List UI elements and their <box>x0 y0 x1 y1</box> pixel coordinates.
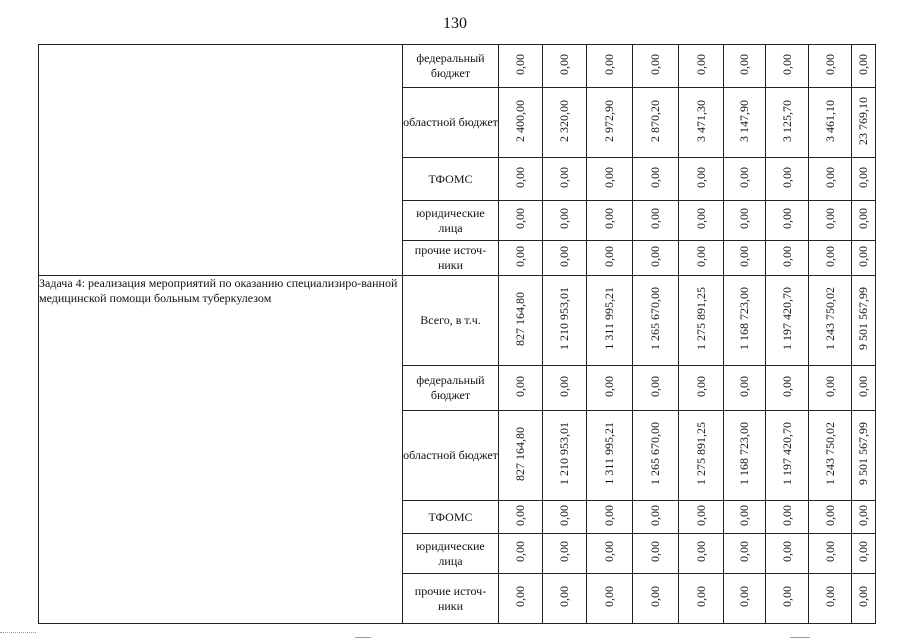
value-cell <box>724 241 766 276</box>
value-text: 1 311 995,21 <box>602 422 616 485</box>
value-cell <box>766 501 809 534</box>
value-text: 0,00 <box>557 53 571 75</box>
value-cell <box>633 366 679 411</box>
value-text: 1 243 750,02 <box>822 422 837 485</box>
value-text: 0,00 <box>822 166 837 188</box>
value-cell <box>633 574 679 624</box>
table-row <box>39 45 876 88</box>
value-text: 0,00 <box>602 586 616 607</box>
value-cell <box>543 276 587 366</box>
value-cell <box>766 574 809 624</box>
value-text: 1 275 891,25 <box>693 287 708 350</box>
value-cell <box>499 366 543 411</box>
value-text: 0,00 <box>602 504 616 526</box>
value-cell <box>499 201 543 241</box>
value-cell <box>633 88 679 158</box>
funding-source-cell: ТФОМС <box>403 158 499 201</box>
value-cell <box>587 88 633 158</box>
value-cell <box>543 411 587 501</box>
value-text: 0,00 <box>557 166 571 188</box>
value-cell <box>499 276 543 366</box>
value-cell <box>809 366 852 411</box>
value-text: 0,00 <box>557 504 571 526</box>
value-cell <box>633 411 679 501</box>
value-cell <box>587 158 633 201</box>
value-cell <box>724 158 766 201</box>
value-text: 23 769,10 <box>856 96 870 145</box>
value-cell <box>679 366 724 411</box>
funding-source-cell: юридические лица <box>403 201 499 241</box>
value-text: 0,00 <box>737 504 751 526</box>
value-text: 0,00 <box>856 166 870 188</box>
value-text: 0,00 <box>557 541 571 562</box>
value-cell <box>724 574 766 624</box>
value-cell <box>587 411 633 501</box>
value-cell <box>766 276 809 366</box>
value-text: 0,00 <box>693 586 708 607</box>
value-cell <box>587 201 633 241</box>
page-number: 130 <box>443 15 467 32</box>
value-cell <box>679 534 724 574</box>
value-cell <box>679 45 724 88</box>
value-text: 0,00 <box>822 245 837 267</box>
value-cell <box>852 276 876 366</box>
value-cell <box>499 411 543 501</box>
value-text: 1 243 750,02 <box>822 287 837 350</box>
value-text: 0,00 <box>513 166 527 188</box>
value-cell <box>499 534 543 574</box>
value-text: 0,00 <box>737 208 751 229</box>
value-text: 0,00 <box>648 504 662 526</box>
value-cell <box>809 241 852 276</box>
value-text: 1 311 995,21 <box>602 287 616 350</box>
value-text: 0,00 <box>779 504 794 526</box>
value-cell <box>852 88 876 158</box>
task-cell: Задача 4: реализация мероприятий по оказанию специализиро-ванной медицинской помощи больным туберкулезом <box>39 276 403 624</box>
value-cell <box>679 574 724 624</box>
value-cell <box>724 411 766 501</box>
value-cell <box>587 241 633 276</box>
value-cell <box>766 534 809 574</box>
value-cell <box>766 366 809 411</box>
value-cell <box>679 241 724 276</box>
value-text: 0,00 <box>737 375 751 397</box>
value-text: 827 164,80 <box>513 291 527 346</box>
budget-table <box>38 44 876 624</box>
value-cell <box>499 45 543 88</box>
value-text: 0,00 <box>648 53 662 75</box>
value-cell <box>852 534 876 574</box>
value-text: 2 400,00 <box>513 99 527 142</box>
value-text: 0,00 <box>779 208 794 229</box>
value-cell <box>543 534 587 574</box>
value-text: 0,00 <box>737 586 751 607</box>
value-text: 3 147,90 <box>737 99 751 142</box>
value-cell <box>766 201 809 241</box>
value-cell <box>809 534 852 574</box>
value-cell <box>679 158 724 201</box>
value-cell <box>499 88 543 158</box>
funding-source-cell: юридические лица <box>403 534 499 574</box>
value-cell <box>543 45 587 88</box>
value-cell <box>724 534 766 574</box>
value-cell <box>633 241 679 276</box>
value-cell <box>852 241 876 276</box>
value-cell <box>587 534 633 574</box>
value-cell <box>679 201 724 241</box>
value-text: 0,00 <box>856 53 870 75</box>
value-cell <box>724 501 766 534</box>
value-text: 0,00 <box>779 586 794 607</box>
value-text: 0,00 <box>856 586 870 607</box>
value-cell <box>587 501 633 534</box>
value-cell <box>543 158 587 201</box>
funding-source-cell: областной бюджет <box>403 88 499 158</box>
value-text: 0,00 <box>693 208 708 229</box>
value-text: 0,00 <box>602 166 616 188</box>
value-text: 0,00 <box>557 375 571 397</box>
value-cell <box>543 201 587 241</box>
value-cell <box>679 501 724 534</box>
value-cell <box>587 366 633 411</box>
value-cell <box>587 276 633 366</box>
value-text: 0,00 <box>693 245 708 267</box>
value-cell <box>852 574 876 624</box>
value-text: 0,00 <box>648 375 662 397</box>
funding-source-cell: прочие источ-ники <box>403 241 499 276</box>
value-cell <box>766 45 809 88</box>
value-text: 0,00 <box>779 541 794 562</box>
value-text: 0,00 <box>513 53 527 75</box>
value-text: 0,00 <box>737 166 751 188</box>
task-cell <box>39 45 403 276</box>
value-text: 1 197 420,70 <box>779 287 794 350</box>
value-text: 0,00 <box>779 166 794 188</box>
value-cell <box>766 411 809 501</box>
value-text: 827 164,80 <box>513 426 527 481</box>
scan-artifact <box>790 637 810 638</box>
value-cell <box>852 501 876 534</box>
value-cell <box>499 158 543 201</box>
value-cell <box>809 574 852 624</box>
value-text: 0,00 <box>822 208 837 229</box>
funding-source-cell: федеральный бюджет <box>403 366 499 411</box>
value-text: 0,00 <box>822 541 837 562</box>
value-text: 0,00 <box>557 208 571 229</box>
value-cell <box>633 45 679 88</box>
value-text: 3 471,30 <box>693 99 708 142</box>
value-cell <box>543 501 587 534</box>
value-text: 0,00 <box>822 53 837 75</box>
value-cell <box>809 88 852 158</box>
value-text: 1 275 891,25 <box>693 422 708 485</box>
value-text: 0,00 <box>602 541 616 562</box>
value-text: 0,00 <box>513 504 527 526</box>
value-cell <box>852 411 876 501</box>
value-text: 0,00 <box>779 375 794 397</box>
value-text: 0,00 <box>513 586 527 607</box>
value-cell <box>543 366 587 411</box>
value-text: 0,00 <box>822 504 837 526</box>
value-text: 0,00 <box>693 375 708 397</box>
value-cell <box>679 88 724 158</box>
value-text: 1 265 670,00 <box>648 422 662 485</box>
value-cell <box>679 411 724 501</box>
value-cell <box>633 276 679 366</box>
funding-source-cell: ТФОМС <box>403 501 499 534</box>
value-text: 0,00 <box>648 586 662 607</box>
value-text: 0,00 <box>513 541 527 562</box>
value-cell <box>633 501 679 534</box>
value-text: 0,00 <box>602 245 616 267</box>
value-cell <box>724 45 766 88</box>
value-cell <box>809 501 852 534</box>
value-cell <box>852 45 876 88</box>
value-cell <box>587 45 633 88</box>
value-text: 9 501 567,99 <box>856 422 870 485</box>
value-text: 0,00 <box>856 208 870 229</box>
value-cell <box>766 241 809 276</box>
value-text: 0,00 <box>737 541 751 562</box>
scan-artifact <box>0 632 36 633</box>
value-text: 0,00 <box>737 245 751 267</box>
value-text: 0,00 <box>856 245 870 267</box>
value-text: 0,00 <box>693 541 708 562</box>
value-cell <box>852 201 876 241</box>
value-text: 0,00 <box>856 504 870 526</box>
value-text: 0,00 <box>513 208 527 229</box>
value-text: 0,00 <box>779 245 794 267</box>
funding-source-cell: прочие источ-ники <box>403 574 499 624</box>
value-text: 0,00 <box>737 53 751 75</box>
value-cell <box>499 574 543 624</box>
value-text: 0,00 <box>822 375 837 397</box>
value-text: 2 870,20 <box>648 99 662 142</box>
value-cell <box>809 276 852 366</box>
value-cell <box>499 501 543 534</box>
value-text: 0,00 <box>856 375 870 397</box>
value-cell <box>809 201 852 241</box>
funding-source-cell: областной бюджет <box>403 411 499 501</box>
value-cell <box>809 45 852 88</box>
value-text: 0,00 <box>693 53 708 75</box>
value-text: 9 501 567,99 <box>856 287 870 350</box>
value-text: 0,00 <box>693 504 708 526</box>
value-cell <box>543 241 587 276</box>
value-cell <box>809 158 852 201</box>
value-cell <box>499 241 543 276</box>
value-cell <box>724 366 766 411</box>
value-text: 3 461,10 <box>822 99 837 142</box>
value-text: 0,00 <box>602 375 616 397</box>
value-cell <box>633 158 679 201</box>
value-text: 1 210 953,01 <box>557 422 571 485</box>
value-cell <box>543 574 587 624</box>
value-cell <box>809 411 852 501</box>
value-text: 1 168 723,00 <box>737 287 751 350</box>
value-text: 0,00 <box>513 245 527 267</box>
value-cell <box>724 88 766 158</box>
value-text: 0,00 <box>602 53 616 75</box>
value-cell <box>852 366 876 411</box>
value-cell <box>679 276 724 366</box>
value-cell <box>766 158 809 201</box>
value-text: 0,00 <box>513 375 527 397</box>
value-text: 0,00 <box>557 586 571 607</box>
value-text: 0,00 <box>602 208 616 229</box>
value-cell <box>766 88 809 158</box>
value-text: 3 125,70 <box>779 99 794 142</box>
value-text: 2 320,00 <box>557 99 571 142</box>
value-cell <box>633 534 679 574</box>
value-cell <box>852 158 876 201</box>
funding-source-cell: федеральный бюджет <box>403 45 499 88</box>
value-text: 1 265 670,00 <box>648 287 662 350</box>
table-row <box>39 276 876 366</box>
value-text: 0,00 <box>648 245 662 267</box>
scan-artifact <box>355 637 371 638</box>
funding-source-cell: Всего, в т.ч. <box>403 276 499 366</box>
value-text: 0,00 <box>856 541 870 562</box>
value-text: 0,00 <box>693 166 708 188</box>
value-text: 0,00 <box>648 166 662 188</box>
value-cell <box>543 88 587 158</box>
value-text: 0,00 <box>822 586 837 607</box>
value-text: 0,00 <box>648 208 662 229</box>
value-text: 1 168 723,00 <box>737 422 751 485</box>
value-text: 0,00 <box>779 53 794 75</box>
value-cell <box>724 276 766 366</box>
value-text: 0,00 <box>557 245 571 267</box>
value-cell <box>633 201 679 241</box>
value-cell <box>587 574 633 624</box>
value-cell <box>724 201 766 241</box>
value-text: 0,00 <box>648 541 662 562</box>
value-text: 1 197 420,70 <box>779 422 794 485</box>
value-text: 2 972,90 <box>602 99 616 142</box>
value-text: 1 210 953,01 <box>557 287 571 350</box>
